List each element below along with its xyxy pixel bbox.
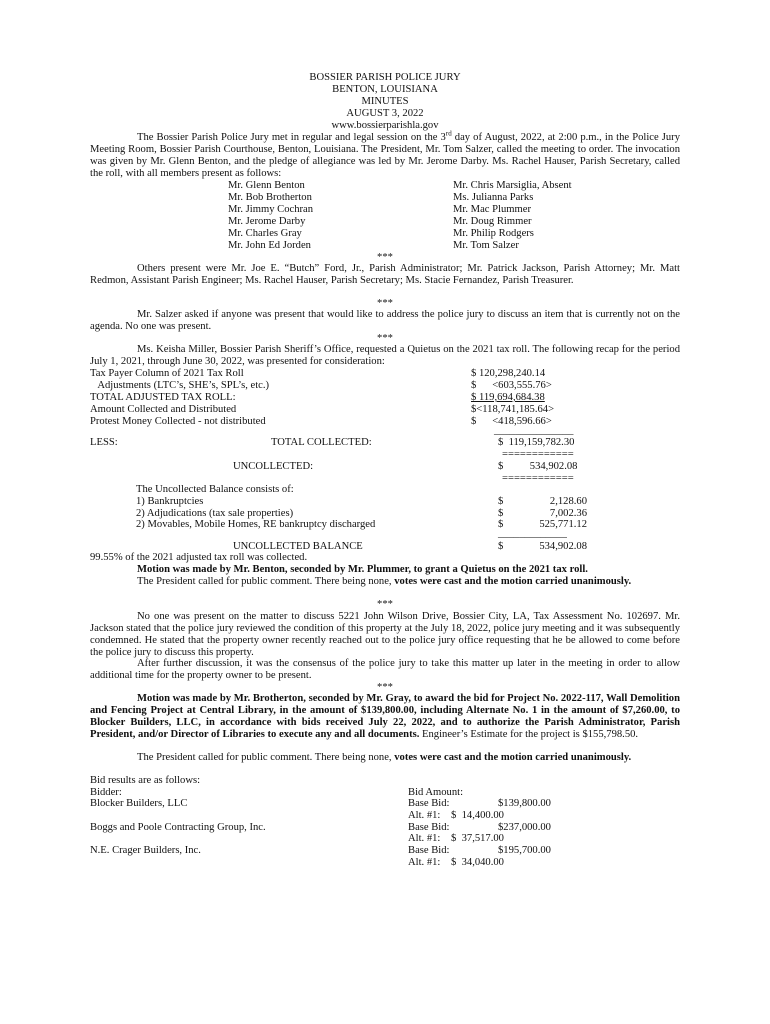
tax-row-value: $ 120,298,240.14 [471, 368, 546, 379]
member-left: Mr. Jerome Darby [228, 216, 306, 227]
bid-amount-header: Bid Amount: [408, 787, 464, 798]
less-label: LESS: [90, 437, 118, 448]
member-left: Mr. John Ed Jorden [228, 240, 311, 251]
alt-bid-amount: $ 37,517.00 [451, 833, 504, 844]
member-right: Mr. Doug Rimmer [453, 216, 532, 227]
balance-item-dollar: $ [498, 496, 504, 507]
uncollected-balance-amount: 534,902.08 [539, 541, 587, 552]
tax-row-value: $ 119,694,684.38 [471, 392, 545, 403]
header-website: www.bossierparishla.gov [331, 120, 439, 131]
alt-bid-label: Alt. #1: [408, 833, 441, 844]
base-bid-label: Base Bid: [408, 822, 450, 833]
header-minutes: MINUTES [361, 96, 409, 107]
base-bid-amount: $139,800.00 [498, 798, 551, 809]
tax-row-value: $ <418,596.66> [471, 416, 552, 427]
tax-row-value: $ <603,555.76> [471, 380, 552, 391]
quietus-vote: The President called for public comment. There being none, votes were cast and the motion carried unanimously. [137, 576, 632, 587]
member-right: Mr. Chris Marsiglia, Absent [453, 180, 572, 191]
balance-item-label: 1) Bankruptcies [136, 496, 204, 507]
bidder-name: Blocker Builders, LLC [90, 798, 188, 809]
quietus-request-paragraph: Ms. Keisha Miller, Bossier Parish Sheriff’s Office, requested a Quietus on the 2021 tax roll. The following recap for the period July 1, 2021, through June 30, 2022, was presented for consideration: [90, 344, 680, 367]
balance-item-amount: 7,002.36 [549, 508, 587, 519]
wilson-drive-paragraph: No one was present on the matter to discuss 5221 John Wilson Drive, Bossier City, LA, Tax Assessment No. 102697. Mr. Jackson stated that the police jury reviewed the condition of this property at the July 18, 2022, police jury meeting and it was subsequently condemned. He stated that the property owner recently reached out to the police jury office requesting that he be allowed to come before the police jury to discuss this property. [90, 611, 680, 658]
member-left: Mr. Jimmy Cochran [228, 204, 314, 215]
base-bid-amount: $195,700.00 [498, 845, 551, 856]
alt-bid-label: Alt. #1: [408, 857, 441, 868]
balance-item-amount: 2,128.60 [549, 496, 587, 507]
base-bid-label: Base Bid: [408, 798, 450, 809]
tax-row-label: Protest Money Collected - not distributed [90, 416, 266, 427]
separator: *** [377, 333, 393, 344]
bid-award-motion: Motion was made by Mr. Brotherton, seconded by Mr. Gray, to award the bid for Project No. 2022-117, Wall Demolition and Fencing Project at Central Library, in the amount of $139,800.00, including Alternate No. 1 in the amount of $7,260.00, to Blocker Builders, LLC, in accordance with bids received July 22, 2022, and to authorize the Parish Administrator, Parish President, and/or Director of Libraries to execute any and all documents. Engineer’s Estimate for the project is $155,798.50. [90, 693, 680, 740]
member-left: Mr. Charles Gray [228, 228, 302, 239]
public-address-paragraph: Mr. Salzer asked if anyone was present that would like to address the police jury to discuss an item that is currently not on the agenda. No one was present. [90, 309, 680, 332]
uncollected-label: UNCOLLECTED: [233, 461, 314, 472]
tax-row-value: $<118,741,185.64> [471, 404, 555, 415]
balance-title: The Uncollected Balance consists of: [136, 484, 294, 495]
separator: *** [377, 599, 393, 610]
consensus-paragraph: After further discussion, it was the consensus of the police jury to take this matter up later in the meeting in order to allow additional time for the property owner to be present. [90, 658, 680, 681]
alt-bid-amount: $ 34,040.00 [451, 857, 504, 868]
total-collected-label: TOTAL COLLECTED: [271, 437, 372, 448]
separator: *** [377, 252, 393, 263]
collection-percentage: 99.55% of the 2021 adjusted tax roll was collected. [90, 552, 308, 563]
bid-award-vote: The President called for public comment. There being none, votes were cast and the motion carried unanimously. [137, 752, 632, 763]
member-left: Mr. Bob Brotherton [228, 192, 312, 203]
bidder-name: Boggs and Poole Contracting Group, Inc. [90, 822, 266, 833]
balance-item-label: 2) Adjudications (tax sale properties) [136, 508, 294, 519]
header-org: BOSSIER PARISH POLICE JURY [309, 72, 461, 83]
balance-item-dollar: $ [498, 508, 504, 519]
uncollected-balance-dollar: $ [498, 541, 504, 552]
total-collected-value: $ 119,159,782.30 [498, 437, 575, 448]
header-date: AUGUST 3, 2022 [346, 108, 424, 119]
member-right: Mr. Mac Plummer [453, 204, 531, 215]
tax-row-label: Amount Collected and Distributed [90, 404, 237, 415]
separator: *** [377, 682, 393, 693]
tax-row-label: Adjustments (LTC’s, SHE’s, SPL’s, etc.) [90, 380, 270, 391]
member-left: Mr. Glenn Benton [228, 180, 305, 191]
uncollected-balance-label: UNCOLLECTED BALANCE [233, 541, 363, 552]
quietus-motion: Motion was made by Mr. Benton, seconded by Mr. Plummer, to grant a Quietus on the 2021 tax roll. [137, 564, 588, 575]
tax-row-label: Tax Payer Column of 2021 Tax Roll [90, 368, 244, 379]
member-right: Mr. Tom Salzer [453, 240, 519, 251]
alt-bid-amount: $ 14,400.00 [451, 810, 504, 821]
balance-item-dollar: $ [498, 519, 504, 530]
balance-item-amount: 525,771.12 [539, 519, 587, 530]
bid-results-intro: Bid results are as follows: [90, 775, 201, 786]
sum-rule: _______________ [494, 425, 574, 436]
base-bid-label: Base Bid: [408, 845, 450, 856]
member-right: Ms. Julianna Parks [453, 192, 534, 203]
separator: *** [377, 298, 393, 309]
double-rule: ============ [502, 473, 574, 484]
header-location: BENTON, LOUISIANA [332, 84, 438, 95]
tax-row-label: TOTAL ADJUSTED TAX ROLL: [90, 392, 236, 403]
alt-bid-label: Alt. #1: [408, 810, 441, 821]
double-rule: ============ [502, 449, 574, 460]
member-right: Mr. Philip Rodgers [453, 228, 534, 239]
sum-rule: _____________ [498, 528, 567, 539]
intro-paragraph: The Bossier Parish Police Jury met in regular and legal session on the 3rd day of August, 2022, at 2:00 p.m., in the Police Jury Meeting Room, Bossier Parish Courthouse, Benton, Louisiana. The President, Mr. Tom Salzer, called the meeting to order. The invocation was given by Mr. Glenn Benton, and the pledge of allegiance was led by Mr. Jerome Darby. Ms. Rachel Hauser, Parish Secretary, called the roll, with all members present as follows: [90, 129, 680, 179]
bidder-name: N.E. Crager Builders, Inc. [90, 845, 201, 856]
balance-item-label: 2) Movables, Mobile Homes, RE bankruptcy discharged [136, 519, 376, 530]
bidder-header: Bidder: [90, 787, 122, 798]
base-bid-amount: $237,000.00 [498, 822, 551, 833]
uncollected-value: $ 534,902.08 [498, 461, 578, 472]
others-present-paragraph: Others present were Mr. Joe E. “Butch” Ford, Jr., Parish Administrator; Mr. Patrick Jackson, Parish Attorney; Mr. Matt Redmon, Assistant Parish Engineer; Ms. Rachel Hauser, Parish Secretary; Ms. Stacie Fernandez, Parish Treasurer. [90, 263, 680, 286]
